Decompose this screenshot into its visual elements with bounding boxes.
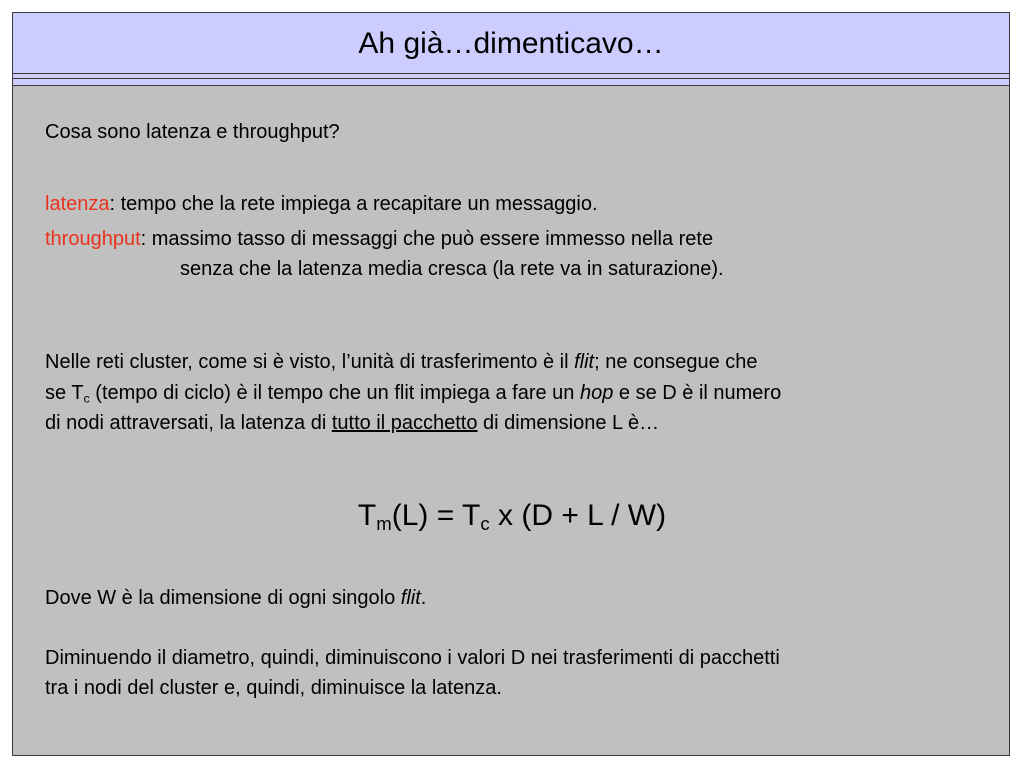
paragraph-line-1 bbox=[45, 347, 758, 377]
p1-underline: tutto il pacchetto bbox=[331, 412, 478, 434]
w-definition bbox=[45, 583, 426, 613]
p1-text-a: Nelle reti cluster, come si è visto, l’unità di trasferimento è il bbox=[45, 351, 575, 373]
p1-italic-flit: flit bbox=[574, 351, 595, 373]
formula-mid: (L) = T bbox=[391, 499, 481, 532]
throughput-text-line1: : massimo tasso di messaggi che può essere immesso nella rete bbox=[140, 228, 714, 250]
latency-term: latenza bbox=[45, 193, 110, 215]
p1-sub-c: c bbox=[83, 391, 90, 406]
throughput-definition bbox=[45, 224, 713, 254]
p1-text-c: se T bbox=[45, 382, 84, 404]
formula-rhs: x (D + L / W) bbox=[489, 499, 667, 532]
slide-title: Ah già…dimenticavo… bbox=[12, 12, 1010, 74]
throughput-text-line2: senza che la latenza media cresca (la rete va in saturazione). bbox=[180, 258, 724, 280]
w-text: Dove W è la dimensione di ogni singolo bbox=[45, 587, 401, 609]
latency-formula bbox=[13, 496, 1011, 536]
p1-text-g: di dimensione L è… bbox=[477, 412, 660, 434]
latency-definition bbox=[45, 189, 598, 219]
conclusion-line-1: Diminuendo il diametro, quindi, diminuiscono i valori D nei trasferimenti di pacchetti bbox=[45, 647, 780, 669]
title-band bbox=[12, 74, 1010, 85]
p1-text-f: di nodi attraversati, la latenza di bbox=[45, 412, 332, 434]
formula-sub-c: c bbox=[480, 513, 490, 535]
conclusion-line-2: tra i nodi del cluster e, quindi, diminuisce la latenza. bbox=[45, 677, 502, 699]
formula-sub-m: m bbox=[376, 513, 392, 535]
w-italic-flit: flit bbox=[400, 587, 421, 609]
formula-t: T bbox=[357, 499, 377, 532]
w-period: . bbox=[420, 587, 427, 609]
p1-text-e: e se D è il numero bbox=[613, 382, 782, 404]
p1-text-d: (tempo di ciclo) è il tempo che un flit impiega a fare un bbox=[89, 382, 580, 404]
intro-question: Cosa sono latenza e throughput? bbox=[45, 121, 340, 143]
throughput-term: throughput bbox=[45, 228, 141, 250]
p1-text-b: ; ne consegue che bbox=[594, 351, 758, 373]
paragraph-line-3 bbox=[45, 408, 659, 438]
title-rule-top bbox=[12, 78, 1010, 79]
p1-italic-hop: hop bbox=[579, 382, 614, 404]
latency-text: : tempo che la rete impiega a recapitare un messaggio. bbox=[109, 193, 598, 215]
throughput-definition-continued bbox=[45, 254, 724, 284]
content-panel bbox=[12, 86, 1010, 756]
paragraph-line-2 bbox=[45, 378, 781, 408]
